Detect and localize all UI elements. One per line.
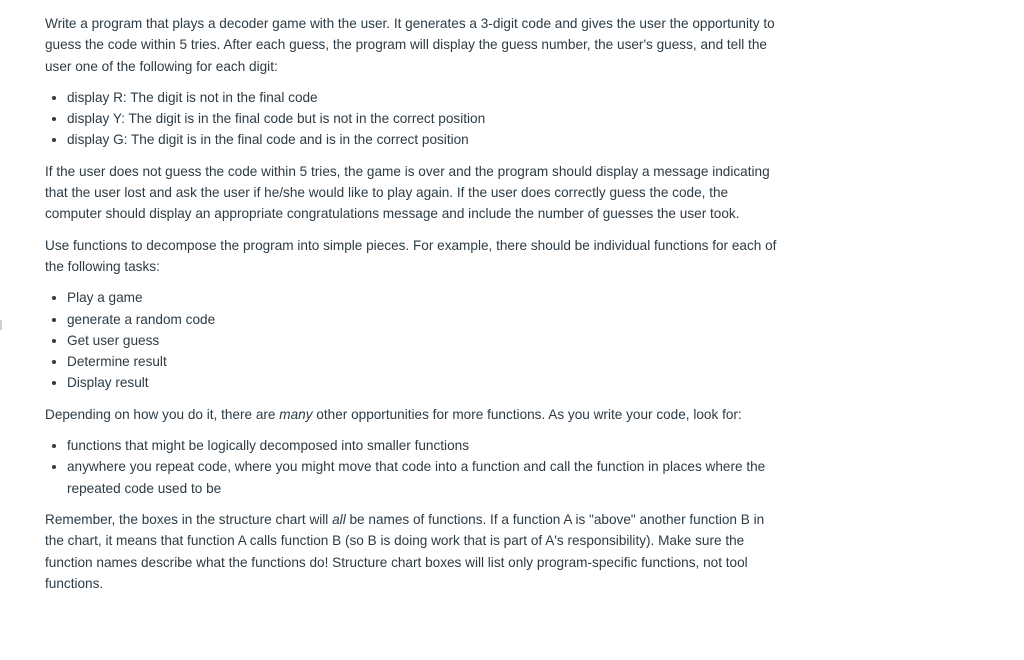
list-item: • anywhere you repeat code, where you might move that code into a function and call the function in places where the repeated code used to be xyxy=(67,456,780,499)
structure-chart-paragraph xyxy=(45,509,780,594)
opportunities-paragraph xyxy=(45,404,780,425)
structure-emphasis: all xyxy=(332,511,346,527)
list-item: • Display result xyxy=(67,372,780,393)
page-edge-marker xyxy=(0,320,2,330)
function-task-list xyxy=(45,287,780,393)
look-for-list xyxy=(45,435,780,499)
digit-result-list xyxy=(45,87,780,151)
game-over-paragraph: If the user does not guess the code within 5 tries, the game is over and the program should display a message indicating that the user lost and ask the user if he/she would like to play again. If the user does correctly guess the code, the computer should display an appropriate congratulations message and include the number of guesses the user took. xyxy=(45,163,770,222)
list-item: • Play a game xyxy=(67,287,780,308)
opportunities-text-after: other opportunities for more functions. As you write your code, look for: xyxy=(312,406,742,422)
list-item: • Determine result xyxy=(67,351,780,372)
list-item: • display Y: The digit is in the final code but is not in the correct position xyxy=(67,108,780,129)
functions-paragraph: Use functions to decompose the program into simple pieces. For example, there should be individual functions for each of the following tasks: xyxy=(45,237,777,274)
intro-paragraph: Write a program that plays a decoder game with the user. It generates a 3-digit code and gives the user the opportunity to guess the code within 5 tries. After each guess, the program will display the guess number, the user's guess, and tell the user one of the following for each digit: xyxy=(45,16,775,74)
structure-text-after: be names of functions. If a function A is "above" another function B in the chart, it means that function A calls function B (so B is doing work that is part of A's responsibility). Make sure the function names describe what the functions do! Structure chart boxes will list only program-specific functions, not tool functions. xyxy=(45,511,765,591)
list-item: • display G: The digit is in the final code and is in the correct position xyxy=(67,129,780,150)
assignment-content xyxy=(45,13,780,604)
list-item: • display R: The digit is not in the final code xyxy=(67,87,780,108)
structure-text-before: Remember, the boxes in the structure chart will xyxy=(45,511,333,527)
opportunities-text-before: Depending on how you do it, there are xyxy=(45,406,280,422)
list-item: • generate a random code xyxy=(67,309,780,330)
list-item: • Get user guess xyxy=(67,330,780,351)
list-item: • functions that might be logically decomposed into smaller functions xyxy=(67,435,780,456)
opportunities-emphasis: many xyxy=(279,406,313,422)
